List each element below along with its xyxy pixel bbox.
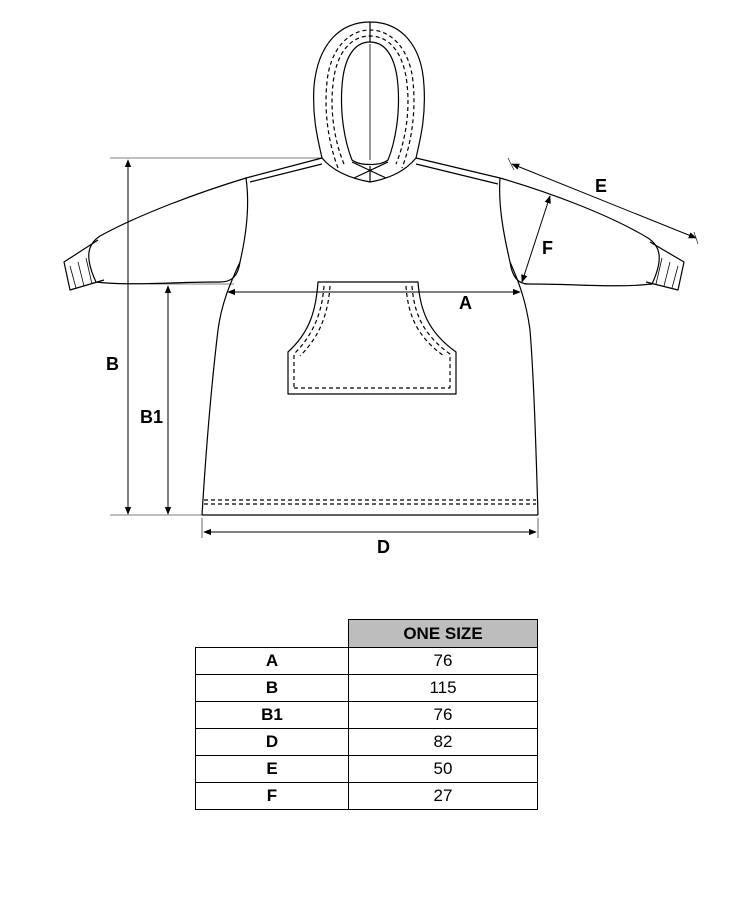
table-row — [196, 648, 538, 675]
pocket-stitch — [294, 286, 450, 388]
body-left-side — [202, 262, 240, 515]
right-sleeve — [500, 178, 660, 286]
label-a: A — [459, 293, 472, 313]
label-e: E — [595, 176, 608, 196]
size-header: ONE SIZE — [349, 620, 538, 648]
table-row — [196, 783, 538, 810]
row-value: 76 — [349, 702, 538, 729]
label-f: F — [542, 238, 553, 258]
left-shoulder — [246, 158, 322, 182]
row-label: B — [196, 675, 349, 702]
right-shoulder — [416, 158, 500, 184]
row-value: 76 — [349, 648, 538, 675]
label-d: D — [377, 537, 390, 557]
row-label: A — [196, 648, 349, 675]
label-b: B — [106, 354, 119, 374]
label-b1: B1 — [140, 407, 164, 427]
row-label: E — [196, 756, 349, 783]
table-row — [196, 729, 538, 756]
row-label: F — [196, 783, 349, 810]
table-row — [196, 702, 538, 729]
table-row — [196, 756, 538, 783]
table-header-row — [196, 620, 538, 648]
left-sleeve — [89, 178, 248, 284]
size-table — [195, 619, 538, 810]
row-value: 50 — [349, 756, 538, 783]
row-value: 82 — [349, 729, 538, 756]
table-row — [196, 675, 538, 702]
kangaroo-pocket — [288, 282, 456, 394]
row-value: 27 — [349, 783, 538, 810]
body-right-side — [510, 262, 538, 515]
row-label: D — [196, 729, 349, 756]
table-corner — [196, 620, 349, 648]
measurement-lines — [110, 158, 698, 538]
hoodie-outline — [64, 22, 684, 515]
row-label: B1 — [196, 702, 349, 729]
row-value: 115 — [349, 675, 538, 702]
